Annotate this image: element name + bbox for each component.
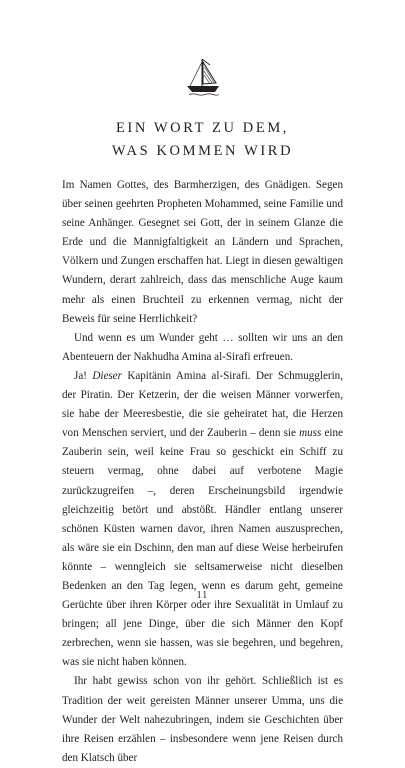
paragraph-text: Ja! — [74, 369, 93, 382]
chapter-title-line-1: EIN WORT ZU DEM, — [115, 120, 290, 136]
paragraph-1 — [62, 176, 343, 329]
chapter-title-line-2: WAS KOMMEN WIRD — [111, 143, 294, 159]
paragraph-3 — [62, 367, 343, 673]
sailing-ship-icon — [184, 56, 222, 96]
page-number: 11 — [196, 590, 209, 601]
emphasis-muss: muss — [299, 427, 322, 440]
paragraph-text: Und wenn es um Wunder geht … sollten wir uns an den Abenteuern der Nakhudha Amina al-Sirafi erfreuen. — [62, 331, 343, 363]
paragraph-text: eine Zauberin sein, weil keine Frau so geschickt ein Schiff zu steuern vermag, ohne dabei auf verbotene Magie zurückzugreifen –, deren Erscheinungsbild irgendwie gleichzeitig betört und abstößt. Händler entlang unserer schönen Küsten warnen davor, ihren Namen auszusprechen, als wäre sie ein Dschinn, den man auf diese Weise herbeirufen könnte – wenngleich sie seltsamerweise nicht dieselben Bedenken an den Tag legen, wenn es darum geht, gemeine Gerüchte über ihren Körper oder ihre Sexualität in Umlauf zu bringen; all jene Dinge, über die sich Männer den Kopf zerbrechen, wenn sie hassen, was sie begehren, und begehren, was sie nicht haben können. — [62, 427, 343, 669]
paragraph-text: Kapitänin Amina al-Sirafi. Der Schmugglerin, der Piratin. Der Ketzerin, der die weisen Männer vorwerfen, sie habe der Meeresbestie, die sie geheiratet hat, die Herzen von Menschen serviert, und der Zauberin – denn sie — [62, 369, 343, 440]
paragraph-4 — [62, 672, 343, 767]
emphasis-dieser: Dieser — [92, 369, 122, 382]
paragraph-2 — [62, 329, 343, 367]
paragraph-text: Im Namen Gottes, des Barmherzigen, des Gnädigen. Segen über seinen geehrten Propheten Mohammed, seine Familie und seine Anhänger. Gesegnet sei Gott, der in seinem Glanze die Erde und die Mannigfaltigkeit an Ländern und Sprachen, Völkern und Zungen erschaffen hat. Liegt in diesen gewaltigen Wundern, derart zahlreich, dass das menschliche Auge kaum mehr als einen Bruchteil zu erkennen vermag, nicht der Beweis für seine Herrlichkeit? — [62, 179, 343, 325]
body-text — [62, 176, 343, 768]
paragraph-text: Ihr habt gewiss schon von ihr gehört. Schließlich ist es Tradition der weit gereisten Männer unserer Umma, uns die Wunder der Welt nahezubringen, indem sie Geschichten über ihre Reisen erzählen – insbesondere wenn jene Reisen durch den Klatsch über — [62, 675, 343, 764]
